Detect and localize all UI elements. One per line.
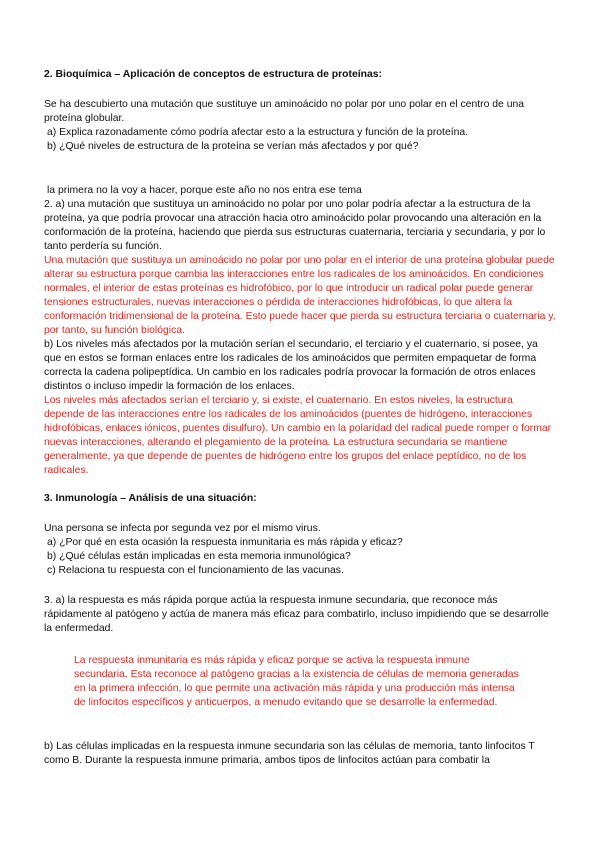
- section-3-answer-b: b) Las células implicadas en la respuesta inmune secundaria son las células de memoria, tanto linfocitos T como B. Durante la respuesta inmune primaria, ambos tipos de linfocitos actúan para combatir la: [44, 741, 535, 766]
- section-3-question-c: c) Relaciona tu respuesta con el funcionamiento de las vacunas.: [47, 565, 344, 576]
- section-2-intro: Se ha descubierto una mutación que sustituye un aminoácido no polar por uno polar en el centro de una proteína globular.: [44, 99, 525, 124]
- section-2-heading: 2. Bioquímica – Aplicación de conceptos de estructura de proteínas:: [44, 69, 382, 80]
- section-2-answer-b: b) Los niveles más afectados por la mutación serían el secundario, el terciario y el cuaternario, si posee, ya que en estos se forman enlaces entre los radicales de los aminoácidos que permiten empaquetar de forma correcta la cadena polipeptídica. Un cambio en los radicales podría provocar la formación de otros enlaces distintos o incluso impedir la formación de los enlaces.: [44, 339, 538, 392]
- section-3-question-b: b) ¿Qué células están implicadas en esta memoria inmunológica?: [47, 551, 351, 562]
- section-2-correction-b: Los niveles más afectados serían el terciario y, si existe, el cuaternario. En estos niveles, la estructura depende de las interacciones entre los radicales de los aminoácidos (puentes de hidrógeno, interacciones hidrofóbicas, enlaces iónicos, puentes disulfuro). Un cambio en la polaridad del radical puede romper o formar nuevas interacciones, alterando el plegamiento de la proteína. La estructura secundaria se mantiene generalmente, ya que depende de puentes de hidrógeno entre los grupos del enlace peptídico, no de los radicales.: [44, 395, 552, 476]
- section-2-answer-a: 2. a) una mutación que sustituya un aminoácido no polar por uno polar podría afectar a la estructura de la proteína, ya que podría provocar una atracción hacia otro aminoácido polar provocando una alteración en la conformación de la proteína, haciendo que pierda sus estructuras cuaternaria, terciaria y secundaria, y por lo tanto perdería su función.: [44, 199, 546, 252]
- section-3-correction-block: [44, 654, 556, 710]
- section-2-question-a: a) Explica razonadamente cómo podría afectar esto a la estructura y función de la proteína.: [47, 127, 469, 138]
- section-3-answer-a: 3. a) la respuesta es más rápida porque actúa la respuesta inmune secundaria, que reconoce más rápidamente al patógeno y actúa de manera más eficaz para combatirlo, incluso impidiendo que se desarrolle la enfermedad.: [44, 595, 549, 634]
- section-2-correction-a: Una mutación que sustituya un aminoácido no polar por uno polar en el interior de una proteína globular puede alterar su estructura porque cambia las interacciones entre los radicales de los aminoácidos. En condiciones normales, el interior de estas proteínas es hidrofóbico, por lo que introducir un radical polar puede generar tensiones estructurales, nuevas interacciones o pérdida de interacciones hidrofóbicas, lo que altera la conformación tridimensional de la proteína. Esto puede hacer que pierda su estructura terciaria o cuaternaria y, por tanto, su función biológica.: [44, 255, 556, 336]
- section-3-heading: 3. Inmunología – Análisis de una situación:: [44, 493, 257, 504]
- section-3-correction-a: La respuesta inmunitaria es más rápida y eficaz porque se activa la respuesta inmune secundaria. Esta reconoce al patógeno gracias a la existencia de células de memoria generadas en la primera infección, lo que permite una activación más rápida y una producción más intensa de linfocitos específicos y anticuerpos, a menudo evitando que se desarrolle la enfermedad.: [74, 655, 519, 708]
- student-note: la primera no la voy a hacer, porque este año no nos entra ese tema: [47, 185, 362, 196]
- section-2-question-b: b) ¿Qué niveles de estructura de la proteína se verían más afectados y por qué?: [47, 141, 419, 152]
- section-3-intro: Una persona se infecta por segunda vez por el mismo virus.: [44, 523, 321, 534]
- section-3-question-a: a) ¿Por qué en esta ocasión la respuesta inmunitaria es más rápida y eficaz?: [47, 537, 403, 548]
